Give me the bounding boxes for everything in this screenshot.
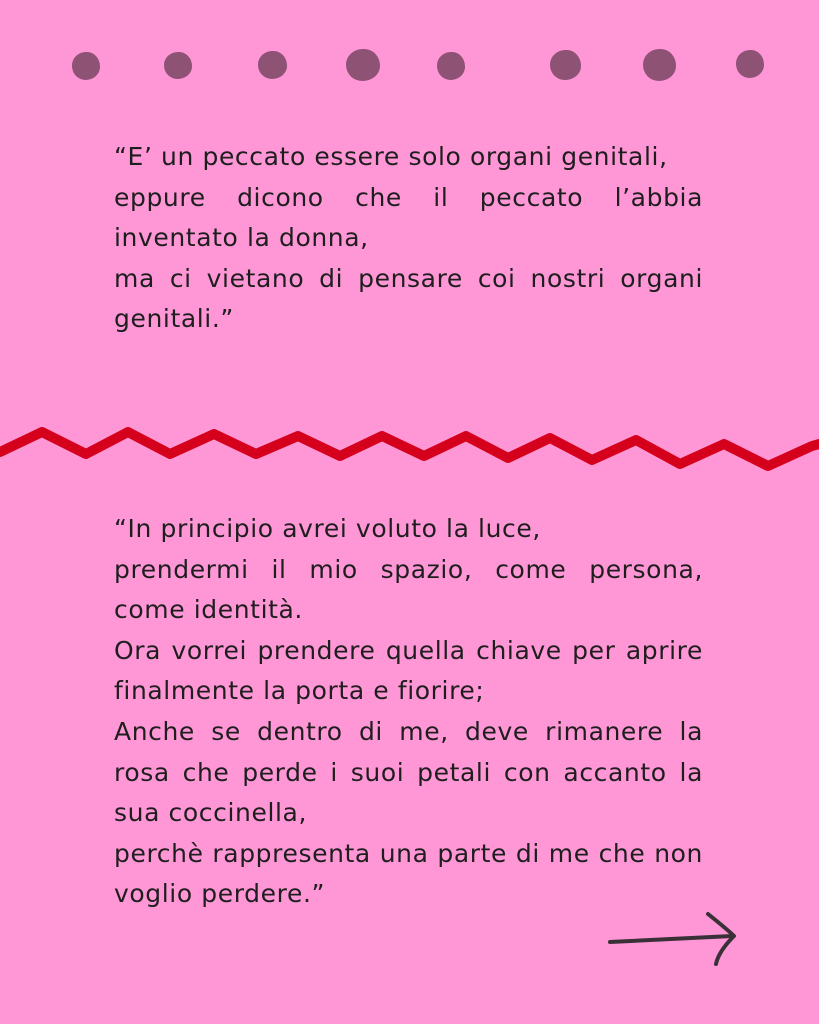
zigzag-divider xyxy=(0,416,819,476)
quote-line: perchè rappresenta una parte di me che non voglio perdere.” xyxy=(114,838,703,909)
decorative-dot xyxy=(643,49,676,81)
decorative-dot xyxy=(164,52,192,79)
arrow-right-icon[interactable] xyxy=(604,908,744,970)
dot-row xyxy=(0,0,819,110)
decorative-dot xyxy=(72,52,100,80)
decorative-dot xyxy=(346,49,380,81)
decorative-dot xyxy=(258,51,287,79)
quote-line: ma ci vietano di pensare coi nostri organi genitali.” xyxy=(114,263,703,334)
zigzag-line xyxy=(0,432,819,466)
quote-line: “In principio avrei voluto la luce, xyxy=(114,514,541,543)
quote-line: eppure dicono che il peccato l’abbia inventato la donna, xyxy=(114,182,703,253)
quote-second xyxy=(114,509,703,915)
decorative-dot xyxy=(736,50,764,78)
quote-line: “E’ un peccato essere solo organi genitali, xyxy=(114,142,668,171)
decorative-dot xyxy=(550,50,581,80)
quote-first xyxy=(114,137,703,340)
decorative-dot xyxy=(437,52,465,80)
quote-line: prendermi il mio spazio, come persona, come identità. xyxy=(114,554,703,625)
quote-line: Ora vorrei prendere quella chiave per aprire finalmente la porta e fiorire; xyxy=(114,635,703,706)
quote-line: Anche se dentro di me, deve rimanere la rosa che perde i suoi petali con accanto la sua coccinella, xyxy=(114,716,703,828)
